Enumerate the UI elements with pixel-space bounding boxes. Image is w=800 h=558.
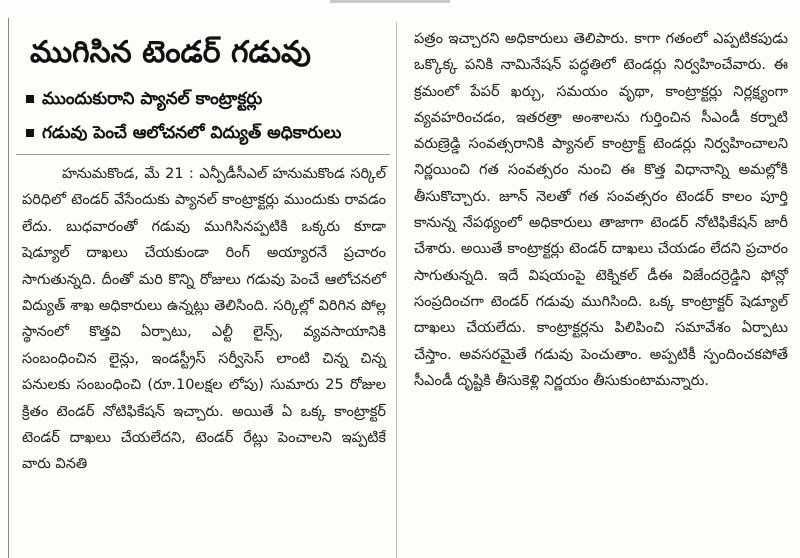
top-cut-edge: [0, 0, 800, 6]
right-column: [408, 26, 792, 394]
article-body-left: హనుమకొండ, మే 21 : ఎన్పీడీసీఎల్ హనుమకొండ సర్కిల్ పరిధిలో టెండర్ వేసేందుకు ప్యానల్ కాంట్రాక్టర్లు ముందుకు రావడం లేదు. బుధవారంతో గడువు ముగిసినప్పటికి ఒక్కరు కూడా షెడ్యూల్ దాఖలు చేయకుండా రింగ్ అయ్యారనే ప్రచారం సాగుతున్నది. దీంతో మరి కొన్ని రోజులు గడువు పెంచే ఆలోచనలో విద్యుత్ శాఖ అధికారులు ఉన్నట్లు తెలిసింది. సర్కిల్లో విరిగిన పోల్ల స్థానంలో కొత్తవి ఏర్పాటు, ఎల్టీ లైన్స్, వ్యవసాయానికి సంబంధించిన లైన్లు, ఇండస్ట్రీస్ సర్వీసెస్ లాంటి చిన్న చిన్న పనులకు సంబంధించి (రూ.10లక్షల లోపు) సుమారు 25 రోజుల క్రితం టెండర్ నోటిఫికేషన్ ఇచ్చారు. అయితే ఏ ఒక్క కాంట్రాక్టర్ టెండర్ దాఖలు చేయలేదని, టెండర్ రేట్లు పెంచాలని ఇప్పటికే వారు వినతి: [22, 166, 386, 473]
square-bullet-icon: [26, 95, 34, 103]
square-bullet-icon: [26, 129, 34, 137]
column-divider: [396, 22, 397, 558]
article-headline: ముగిసిన టెండర్ గడువు: [30, 35, 311, 70]
subheading-2: [16, 116, 390, 150]
previous-article-fragment: [330, 0, 450, 3]
subheading-1: [16, 82, 390, 116]
subheading-divider: [16, 154, 390, 155]
subheading-1-text: ముందుకురాని ప్యానల్ కాంట్రాక్టర్లు: [42, 89, 263, 109]
article-body-right: పత్రం ఇచ్చారని అధికారులు తెలిపారు. కాగా గతంలో ఎప్పటికపుడు ఒక్కొక్క పనికి నామినేషన్ పద్ధతిలో టెండర్లు నిర్వహించేవారు. ఈ క్రమంలో పేపర్ ఖర్చు, సమయం వృథా, కాంట్రాక్టర్లు నిర్లక్ష్యంగా వ్యవహరించడం, ఇతరత్రా అంశాలను గుర్తించిన సీఎండీ కర్నాటి వరుణ్రెడ్డి సంవత్సరానికి ప్యానల్ కాంట్రాక్ట్ టెండర్లు నిర్వహించాలని నిర్ణయించి గత సంవత్సరం నుంచి ఈ కొత్త విధానాన్ని అమల్లోకి తీసుకొచ్చారు. జూన్ నెలతో గత సంవత్సరం టెండర్ కాలం పూర్తి కానున్న నేపథ్యంలో అధికారులు తాజాగా టెండర్ నోటిఫికేషన్ జారీ చేశారు. అయితే కాంట్రాక్టర్లు టెండర్ దాఖలు చేయడం లేదని ప్రచారం సాగుతున్నది. ఇదే విషయంపై టెక్నికల్ డీఈ విజేందర్రెడ్డిని ఫోన్లో సంప్రదించగా టెండర్ గడువు ముగిసింది. ఒక్క కాంట్రాక్టర్ షెడ్యూల్ దాఖలు చేయలేదు. కాంట్రాక్టర్లను పిలిపించి సమావేశం ఏర్పాటు చేస్తాం. అవసరమైతే గడువు పెంచుతాం. అప్పటికీ స్పందించకపోతే సీఎండీ దృష్టికి తీసుకెళ్లి నిర్ణయం తీసుకుంటామన్నారు.: [414, 31, 788, 389]
left-column: [16, 24, 390, 478]
subheading-2-text: గడువు పెంచే ఆలోచనలో విద్యుత్ అధికారులు: [42, 123, 342, 143]
left-border-rule: [8, 18, 9, 558]
